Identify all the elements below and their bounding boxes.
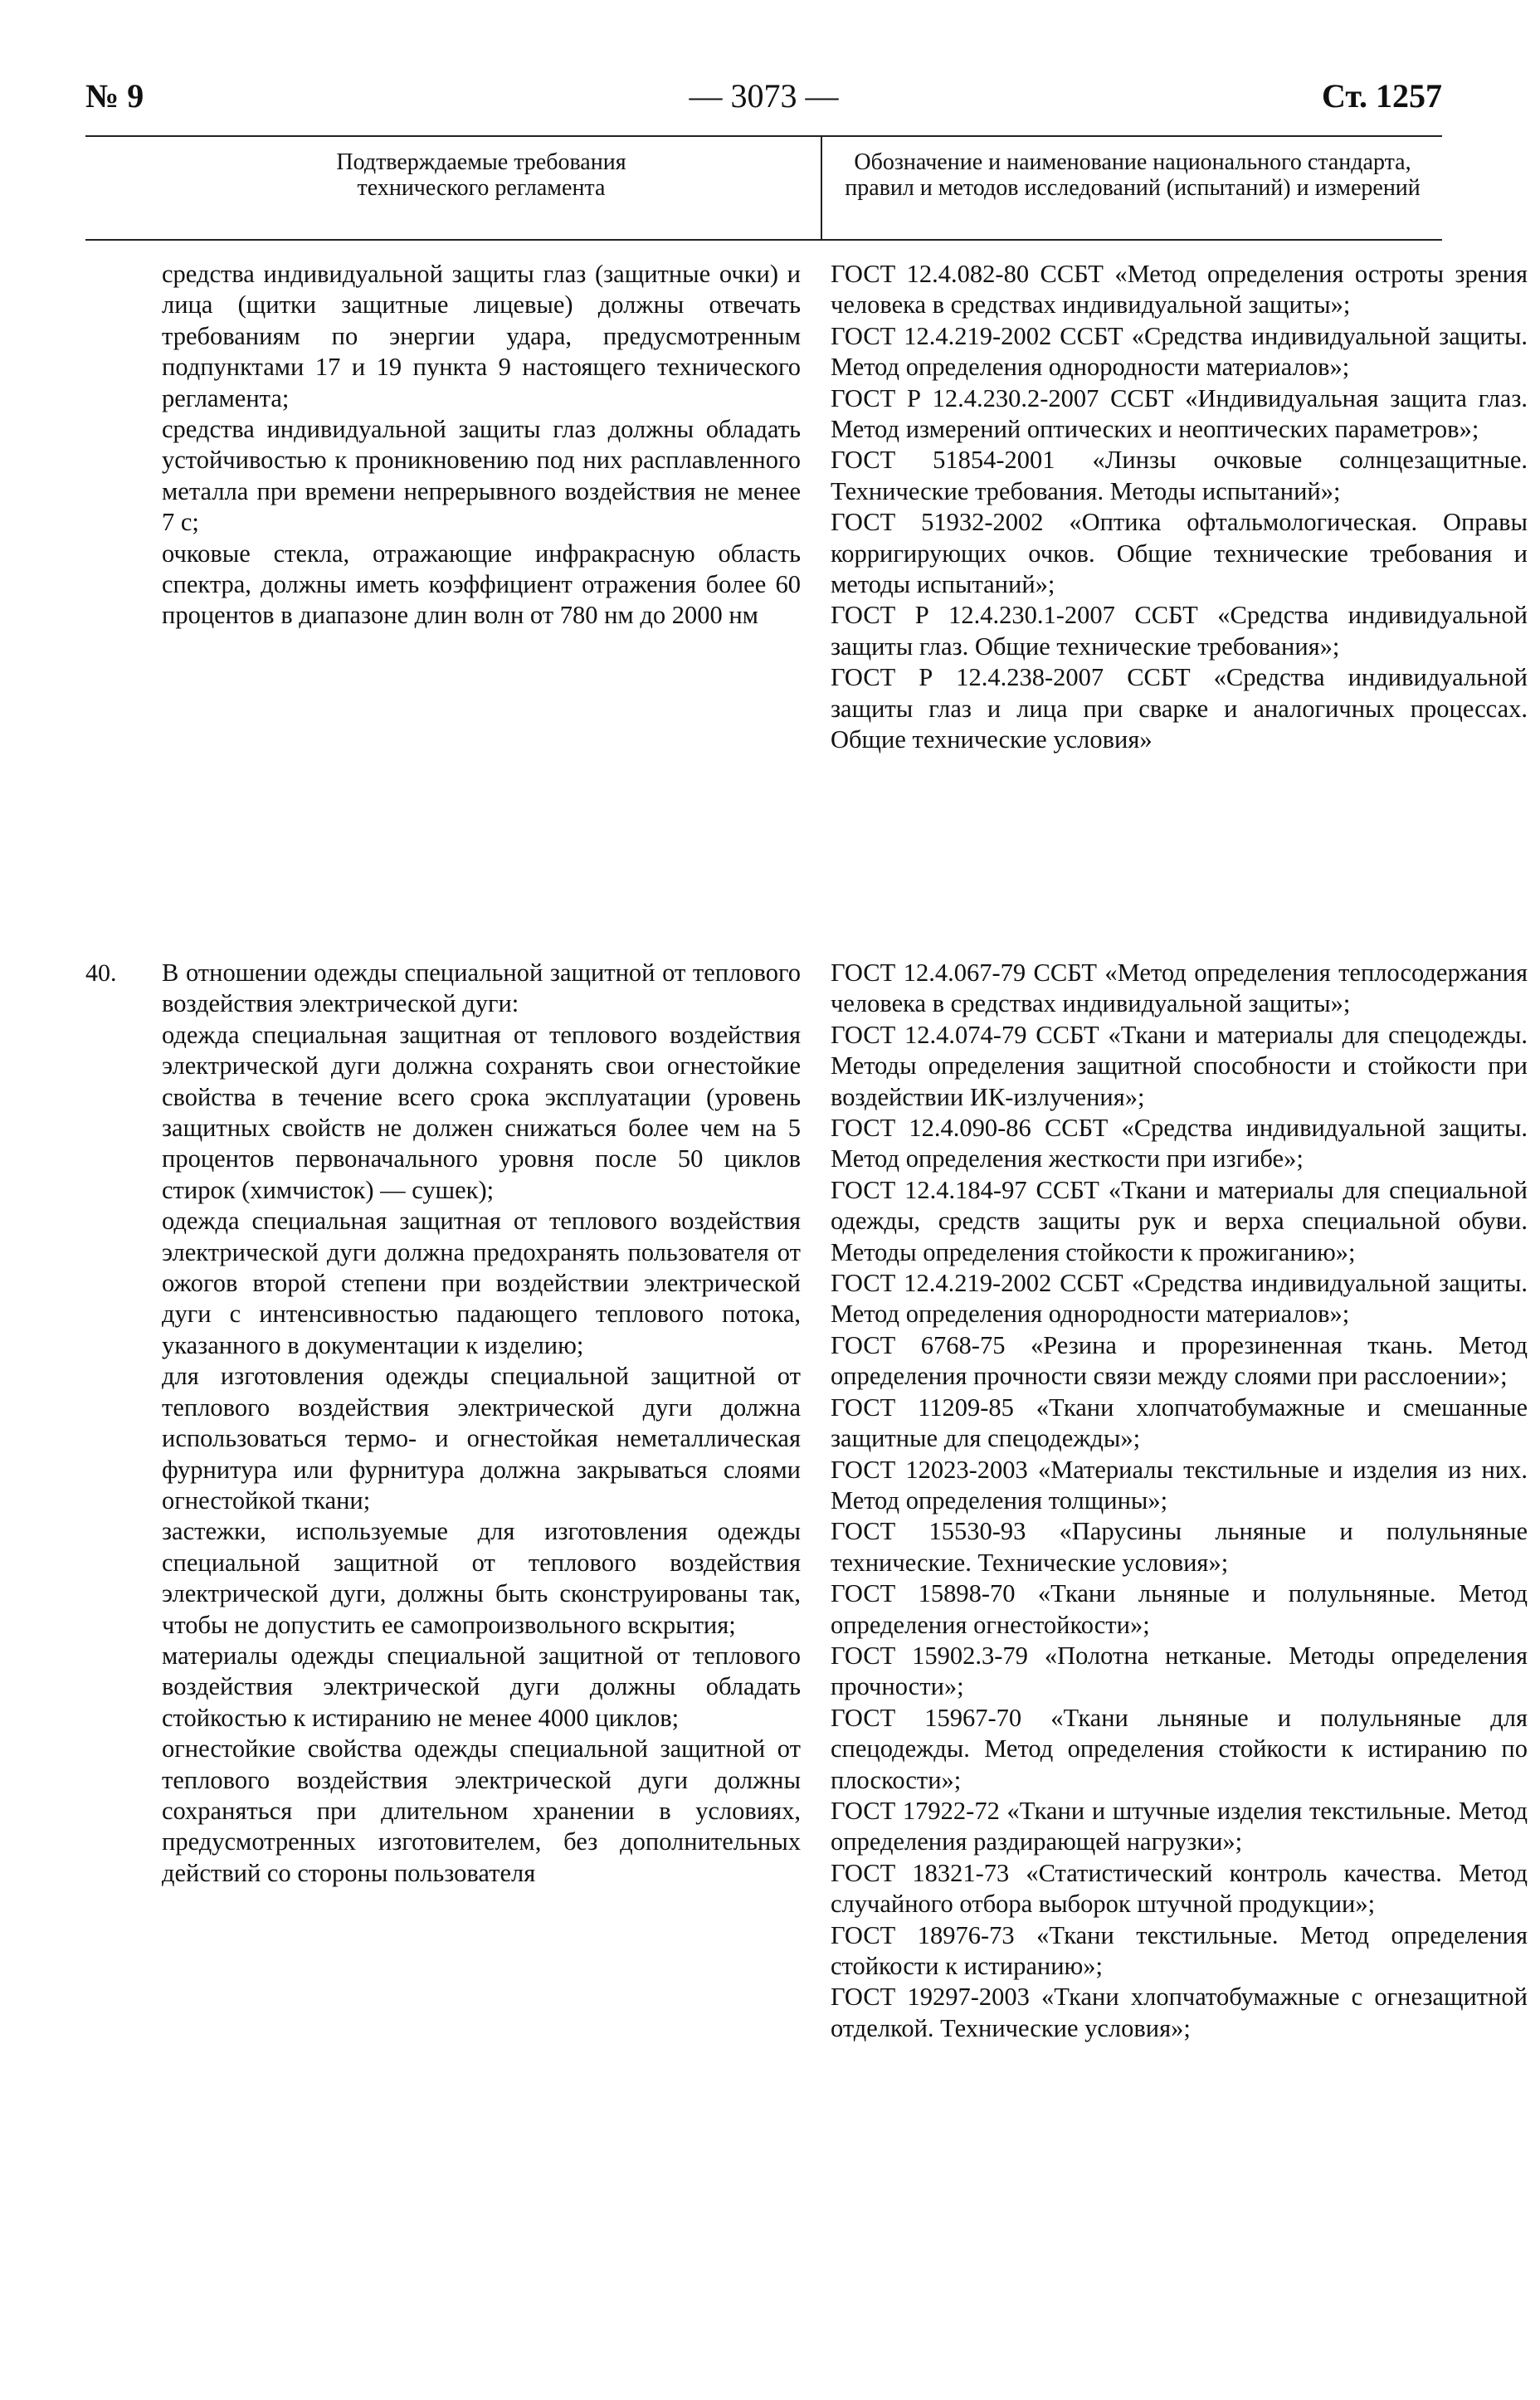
article-number: Ст. 1257: [1322, 77, 1442, 115]
standard-item: ГОСТ 12.4.090-86 ССБТ «Средства индивидуальной защиты. Метод определения жесткости при изгибе»;: [831, 1114, 1528, 1173]
requirement-item: средства индивидуальной защиты глаз (защитные очки) и лица (щитки защитные лицевые) должны отвечать требованиям по энергии удара, предусмотренным подпунктами 17 и 19 пункта 9 настоящего технического регламента;: [162, 260, 801, 412]
requirement-item: В отношении одежды специальной защитной от теплового воздействия электрической дуги:: [162, 959, 801, 1018]
requirement-item: огнестойкие свойства одежды специальной защитной от теплового воздействия электрической дуги должны сохраняться при длительном хранении в условиях, предусмотренных изготовителем, без дополнительных действий со стороны пользователя: [162, 1734, 801, 1887]
requirements-cell: [162, 259, 801, 632]
standard-item: ГОСТ 12.4.219-2002 ССБТ «Средства индивидуальной защиты. Метод определения однородности материалов»;: [831, 1269, 1528, 1329]
standard-item: ГОСТ 15967-70 «Ткани льняные и полульняные для спецодежды. Метод определения стойкости к истиранию по плоскости»;: [831, 1703, 1528, 1794]
standard-item: ГОСТ 19297-2003 «Ткани хлопчатобумажные с огнезащитной отделкой. Технические условия»;: [831, 1983, 1528, 2042]
requirement-item: одежда специальная защитная от теплового воздействия электрической дуги должна предохранять пользователя от ожогов второй степени при воздействии электрической дуги с интенсивностью падающего теплового потока, указанного в документации к изделию;: [162, 1207, 801, 1359]
standard-item: ГОСТ 12.4.067-79 ССБТ «Метод определения теплосодержания человека в средствах индивидуальной защиты»;: [831, 959, 1528, 1018]
standards-cell: [831, 958, 1528, 2044]
standard-item: ГОСТ 15898-70 «Ткани льняные и полульняные. Метод определения огнестойкости»;: [831, 1579, 1528, 1639]
standard-item: ГОСТ 12.4.184-97 ССБТ «Ткани и материалы для специальной одежды, средств защиты рук и верха специальной обуви. Методы определения стойкости к прожиганию»;: [831, 1175, 1528, 1266]
requirement-item: одежда специальная защитная от теплового воздействия электрической дуги должна сохранять свои огнестойкие свойства в течение всего срока эксплуатации (уровень защитных свойств не должен снижаться более чем на 5 процентов первоначального уровня после 50 циклов стирок (химчисток) — сушек);: [162, 1020, 801, 1204]
standard-item: ГОСТ 12.4.074-79 ССБТ «Ткани и материалы для спецодежды. Методы определения защитной способности и стойкости при воздействии ИК-излучения»;: [831, 1020, 1528, 1111]
standard-item: ГОСТ 12.4.082-80 ССБТ «Метод определения остроты зрения человека в средствах индивидуальной защиты»;: [831, 260, 1528, 320]
standard-item: ГОСТ 51932-2002 «Оптика офтальмологическая. Оправы корригирующих очков. Общие технические требования и методы испытаний»;: [831, 508, 1528, 599]
standard-item: ГОСТ 15530-93 «Парусины льняные и полульняные технические. Технические условия»;: [831, 1517, 1528, 1577]
column-header-requirements: Подтверждаемые требования технического регламента: [336, 149, 626, 201]
standard-item: ГОСТ Р 12.4.230.1-2007 ССБТ «Средства индивидуальной защиты глаз. Общие технические требования»;: [831, 601, 1528, 661]
standard-item: ГОСТ 18321-73 «Статистический контроль качества. Метод случайного отбора выборок штучной продукции»;: [831, 1858, 1528, 1919]
requirement-item: материалы одежды специальной защитной от теплового воздействия электрической дуги должны обладать стойкостью к истиранию не менее 4000 циклов;: [162, 1641, 801, 1732]
requirements-cell: [162, 958, 801, 1889]
standard-item: ГОСТ 18976-73 «Ткани текстильные. Метод определения стойкости к истиранию»;: [831, 1920, 1528, 1980]
page-number: — 3073 —: [689, 77, 839, 115]
standard-item: ГОСТ 17922-72 «Ткани и штучные изделия текстильные. Метод определения раздирающей нагрузки»;: [831, 1796, 1528, 1856]
requirement-item: для изготовления одежды специальной защитной от теплового воздействия электрической дуги должна использоваться термо- и огнестойкая неметаллическая фурнитура или фурнитура должна закрываться слоями огнестойкой ткани;: [162, 1362, 801, 1515]
standards-cell: [831, 259, 1528, 756]
standard-item: ГОСТ 51854-2001 «Линзы очковые солнцезащитные. Технические требования. Методы испытаний»;: [831, 446, 1528, 505]
standard-item: ГОСТ 12023-2003 «Материалы текстильные и изделия из них. Метод определения толщины»;: [831, 1455, 1528, 1515]
column-header-standards: Обозначение и наименование национального стандарта, правил и методов исследований (испытаний) и измерений: [845, 149, 1421, 201]
standard-item: ГОСТ 12.4.219-2002 ССБТ «Средства индивидуальной защиты. Метод определения однородности материалов»;: [831, 321, 1528, 382]
table-header-rule: [85, 239, 1442, 241]
issue-number: № 9: [85, 77, 144, 115]
requirement-item: очковые стекла, отражающие инфракрасную область спектра, должны иметь коэффициент отражения более 60 процентов в диапазоне длин волн от 780 нм до 2000 нм: [162, 539, 801, 630]
standard-item: ГОСТ 15902.3-79 «Полотна нетканые. Методы определения прочности»;: [831, 1641, 1528, 1701]
page-header: [85, 76, 1442, 124]
requirement-item: застежки, используемые для изготовления одежды специальной защитной от теплового воздействия электрической дуги, должны быть сконструированы так, чтобы не допустить ее самопроизвольного вскрытия;: [162, 1517, 801, 1639]
standard-item: ГОСТ 6768-75 «Резина и прорезиненная ткань. Метод определения прочности связи между слоями при расслоении»;: [831, 1330, 1528, 1391]
row-number: 40.: [85, 959, 117, 987]
standard-item: ГОСТ 11209-85 «Ткани хлопчатобумажные и смешанные защитные для спецодежды»;: [831, 1393, 1528, 1453]
header-column-divider: [821, 135, 822, 240]
standard-item: ГОСТ Р 12.4.238-2007 ССБТ «Средства индивидуальной защиты глаз и лица при сварке и аналогичных процессах. Общие технические условия»: [831, 663, 1528, 754]
table-top-rule: [85, 135, 1442, 137]
standard-item: ГОСТ Р 12.4.230.2-2007 ССБТ «Индивидуальная защита глаз. Метод измерений оптических и неоптических параметров»;: [831, 383, 1528, 444]
requirement-item: средства индивидуальной защиты глаз должны обладать устойчивостью к проникновению под них расплавленного металла при времени непрерывного воздействия не менее 7 с;: [162, 415, 801, 537]
